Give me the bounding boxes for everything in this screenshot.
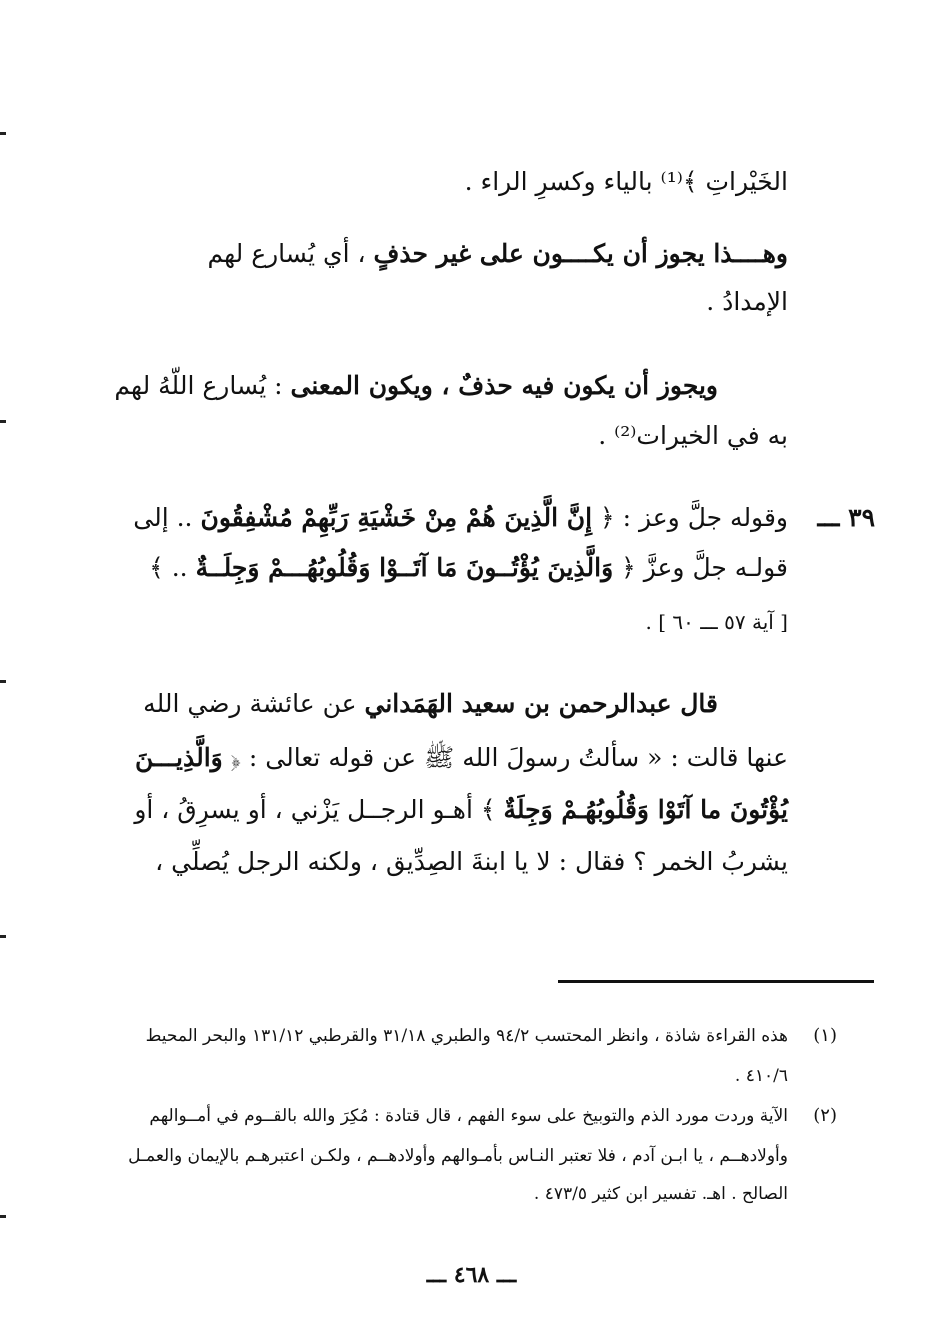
- body-text: .. ﴾: [149, 553, 196, 582]
- footnote-number-text: (٢): [813, 1105, 837, 1126]
- body-line: [114, 368, 718, 404]
- footnote-separator: [558, 980, 874, 983]
- scan-edge-mark: [0, 680, 6, 683]
- narrator-name: قال عبدالرحمن بن سعيد الهَمَداني: [364, 689, 718, 718]
- item-number-text: ٣٩ ـــ: [817, 503, 875, 532]
- footnote-line: [534, 1180, 788, 1208]
- bold-text: ويجوز أن يكون فيه حذفٌ ، ويكون المعنى: [290, 371, 718, 400]
- quran-verse: إِنَّ الَّذِينَ هُمْ مِنْ خَشْيَةِ رَبِّهِمْ مُشْفِقُونَ: [200, 503, 593, 532]
- body-line: [143, 686, 718, 722]
- footnote-number-text: (١): [813, 1025, 837, 1046]
- footnote-text: وأولادهــم ، يا ابـن آدم ، فلا تعتبر النـاس بأمـوالهم وأولادهــم ، ولكـن اعتبرهـم بالإيمان والعمـل: [128, 1146, 788, 1166]
- body-text: وقوله جلَّ وعز : ﴿: [592, 503, 788, 532]
- body-line: [706, 284, 788, 320]
- body-text: : يُسارع اللّهُ لهم: [114, 371, 291, 400]
- footnote-text: الصالح . اهـ. تفسير ابن كثير ٤٧٣/٥ .: [533, 1184, 788, 1204]
- page-number: ـــ ٤٦٨ ـــ: [426, 1262, 517, 1288]
- footnote-text: هذه القراءة شاذة ، وانظر المحتسب ٩٤/٢ والطبري ٣١/١٨ والقرطبي ١٣١/١٢ والبحر المحيط: [145, 1026, 788, 1046]
- footnote-line: [146, 1022, 788, 1050]
- body-text: ﴾ أهـو الرجــل يَزْني ، أو يسرِقُ ، أو: [134, 795, 504, 824]
- body-text: يشربُ الخمر ؟ فقال : لا يا ابنةَ الصِدِّيق ، ولكنه الرجل يُصلِّي ،: [155, 847, 788, 876]
- scan-edge-mark: [0, 935, 6, 938]
- bold-text: وهــــذا يجوز أن يكــــون على غير حذفٍ: [373, 239, 788, 268]
- body-line: [134, 792, 788, 828]
- verse-reference: [ آية ٥٧ ـــ ٦٠ ] .: [645, 610, 788, 634]
- quran-verse: يُؤْتُونَ ما آتَوْا وَقُلُوبُهُـمْ وَجِلَةٌ: [503, 795, 788, 824]
- scan-edge-mark: [0, 420, 6, 423]
- body-text: عن عائشة رضي الله: [143, 689, 365, 718]
- scan-edge-mark: [0, 132, 6, 135]
- footnote-line: [149, 1102, 788, 1130]
- quran-verse: وَالَّذِينَ يُؤْتُــونَ مَا آتَــوْا وَقُلُوبُهُـــمْ وَجِلَــةٌ: [195, 553, 614, 582]
- body-text: الخَيْراتِ ﴾⁽¹⁾ بالياء وكسرِ الراء .: [464, 167, 788, 196]
- body-line: [645, 604, 788, 640]
- footnote-number: [813, 1102, 837, 1130]
- footnote-number: [813, 1022, 837, 1050]
- body-line: [155, 844, 788, 880]
- item-number: [817, 500, 875, 536]
- body-text: .. إلى: [133, 503, 201, 532]
- body-text: الإمدادُ .: [706, 287, 788, 316]
- body-line: [598, 418, 788, 454]
- footnote-text: الآية وردت مورد الذم والتوبيخ على سوء الفهم ، قال قتادة : مُكِرَ والله بالقــوم في أمــوالهم: [149, 1106, 788, 1126]
- footnote-line: [735, 1062, 788, 1090]
- body-text: قولـه جلَّ وعزَّ ﴿: [613, 553, 788, 582]
- footnote-text: ٤١٠/٦ .: [734, 1066, 788, 1086]
- body-text: ، أي يُسارع لهم: [207, 239, 374, 268]
- body-text: عنها قالت : « سألتُ رسولَ الله ﷺ عن قوله تعالى : ﴿: [222, 743, 788, 772]
- body-text: به في الخيرات⁽²⁾ .: [598, 421, 788, 450]
- scan-edge-mark: [0, 1215, 6, 1218]
- body-line: [465, 164, 788, 200]
- body-line: [135, 740, 788, 776]
- body-line: [133, 500, 788, 536]
- footnote-line: [128, 1142, 788, 1170]
- body-line: [149, 550, 788, 586]
- body-line: [207, 236, 788, 272]
- quran-verse: وَالَّذِيـــنَ: [135, 743, 223, 772]
